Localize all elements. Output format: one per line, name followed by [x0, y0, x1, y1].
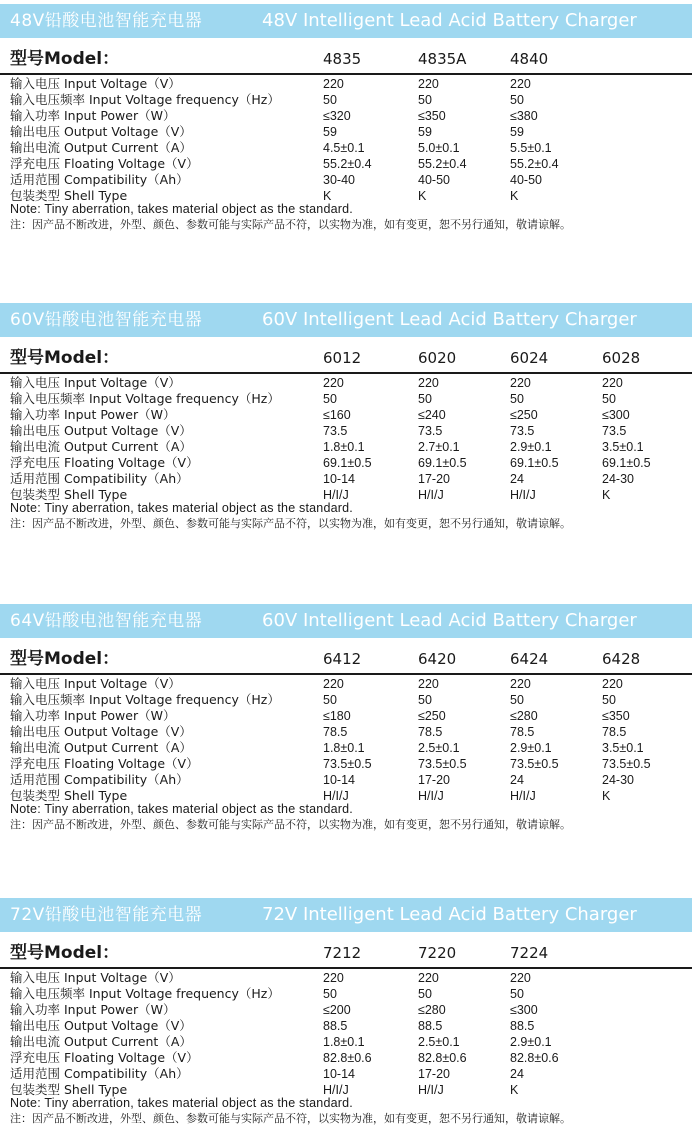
spec-value: ≤240	[418, 408, 446, 422]
spec-row-input-voltage	[0, 76, 692, 92]
model-number: 6028	[602, 349, 641, 367]
spec-value: H/I/J	[418, 789, 444, 803]
spec-value: 40-50	[418, 173, 450, 187]
spec-value: K	[602, 789, 611, 803]
note-chinese: 注：因产品不断改进，外型、颜色、参数可能与实际产品不符，以实物为准，如有变更，恕不另行通知，敬请谅解。	[10, 1112, 571, 1125]
spec-value: 73.5±0.5	[323, 757, 372, 771]
spec-value: 2.9±0.1	[510, 1035, 552, 1049]
row-label: 输入功率 Input Power（W）	[10, 708, 176, 723]
model-row	[0, 49, 692, 69]
section-title-en: 60V Intelligent Lead Acid Battery Charger	[262, 610, 637, 631]
spec-value: 2.9±0.1	[510, 741, 552, 755]
spec-value: ≤180	[323, 709, 351, 723]
spec-row-compatibility	[0, 471, 692, 487]
divider	[0, 673, 692, 675]
model-label: 型号Model：	[10, 49, 120, 69]
spec-value: 50	[510, 693, 524, 707]
spec-value: 78.5	[418, 725, 443, 739]
spec-value: 2.5±0.1	[418, 1035, 460, 1049]
spec-row-input-voltage	[0, 676, 692, 692]
spec-row-output-voltage	[0, 1018, 692, 1034]
spec-value: 2.5±0.1	[418, 741, 460, 755]
spec-value: 220	[510, 376, 531, 390]
model-number: 6424	[510, 650, 549, 668]
model-number: 4835	[323, 50, 362, 68]
section-title-en: 72V Intelligent Lead Acid Battery Charger	[262, 904, 637, 925]
note-english: Note: Tiny aberration, takes material object as the standard.	[10, 501, 353, 515]
model-number: 7224	[510, 944, 549, 962]
spec-value: 220	[323, 376, 344, 390]
model-number: 4835A	[418, 50, 467, 68]
spec-value: ≤160	[323, 408, 351, 422]
row-label: 浮充电压 Floating Voltage（V）	[10, 156, 199, 171]
row-label: 输出电压 Output Voltage（V）	[10, 1018, 192, 1033]
section-title-cn: 64V铅酸电池智能充电器	[10, 611, 203, 631]
spec-value: 24	[510, 472, 524, 486]
divider	[0, 73, 692, 75]
spec-row-output-voltage	[0, 724, 692, 740]
row-label: 输出电压 Output Voltage（V）	[10, 124, 192, 139]
spec-value: 50	[323, 392, 337, 406]
row-label: 浮充电压 Floating Voltage（V）	[10, 756, 199, 771]
spec-value: 50	[323, 693, 337, 707]
row-label: 输出电流 Output Current（A）	[10, 1034, 192, 1049]
section-title-en: 60V Intelligent Lead Acid Battery Charger	[262, 309, 637, 330]
spec-value: 50	[323, 987, 337, 1001]
spec-value: 69.1±0.5	[510, 456, 559, 470]
spec-value: 2.9±0.1	[510, 440, 552, 454]
spec-value: ≤350	[418, 109, 446, 123]
spec-value: 4.5±0.1	[323, 141, 365, 155]
spec-value: 73.5±0.5	[510, 757, 559, 771]
section-banner	[0, 303, 692, 337]
spec-value: 73.5	[418, 424, 443, 438]
spec-value: 73.5±0.5	[602, 757, 651, 771]
section-banner	[0, 604, 692, 638]
row-label: 输出电流 Output Current（A）	[10, 439, 192, 454]
spec-row-floating-voltage	[0, 1050, 692, 1066]
spec-row-output-current	[0, 140, 692, 156]
row-label: 适用范围 Compatibility（Ah）	[10, 772, 189, 787]
spec-value: 17-20	[418, 472, 450, 486]
spec-value: ≤380	[510, 109, 538, 123]
spec-value: 40-50	[510, 173, 542, 187]
spec-value: H/I/J	[510, 789, 536, 803]
model-label: 型号Model：	[10, 649, 120, 669]
spec-value: H/I/J	[323, 488, 349, 502]
spec-value: 50	[418, 693, 432, 707]
spec-value: ≤300	[510, 1003, 538, 1017]
spec-value: 220	[510, 971, 531, 985]
model-row	[0, 348, 692, 368]
spec-row-input-power	[0, 708, 692, 724]
spec-value: 220	[323, 971, 344, 985]
row-label: 包装类型 Shell Type	[10, 788, 128, 803]
spec-row-input-frequency	[0, 391, 692, 407]
spec-value: 3.5±0.1	[602, 440, 644, 454]
spec-row-output-current	[0, 439, 692, 455]
spec-row-input-voltage	[0, 375, 692, 391]
spec-value: 88.5	[510, 1019, 535, 1033]
spec-value: 82.8±0.6	[510, 1051, 559, 1065]
spec-value: 82.8±0.6	[418, 1051, 467, 1065]
spec-value: 69.1±0.5	[323, 456, 372, 470]
spec-value: 73.5	[323, 424, 348, 438]
spec-row-compatibility	[0, 172, 692, 188]
section-title-cn: 48V铅酸电池智能充电器	[10, 11, 203, 31]
spec-row-input-voltage	[0, 970, 692, 986]
model-number: 6428	[602, 650, 641, 668]
spec-value: 50	[602, 693, 616, 707]
spec-row-floating-voltage	[0, 156, 692, 172]
spec-row-floating-voltage	[0, 455, 692, 471]
spec-value: ≤300	[602, 408, 630, 422]
row-label: 适用范围 Compatibility（Ah）	[10, 1066, 189, 1081]
spec-row-input-power	[0, 407, 692, 423]
row-label: 包装类型 Shell Type	[10, 188, 128, 203]
row-label: 输入功率 Input Power（W）	[10, 1002, 176, 1017]
spec-value: 50	[510, 392, 524, 406]
spec-value: 59	[323, 125, 337, 139]
spec-value: 24	[510, 1067, 524, 1081]
row-label: 浮充电压 Floating Voltage（V）	[10, 455, 199, 470]
spec-row-compatibility	[0, 772, 692, 788]
spec-value: 24-30	[602, 773, 634, 787]
spec-value: K	[510, 1083, 519, 1097]
note-english: Note: Tiny aberration, takes material object as the standard.	[10, 202, 353, 216]
spec-value: 50	[418, 93, 432, 107]
row-label: 输入电压 Input Voltage（V）	[10, 76, 181, 91]
row-label: 输出电压 Output Voltage（V）	[10, 724, 192, 739]
spec-value: K	[418, 189, 427, 203]
spec-row-input-frequency	[0, 986, 692, 1002]
spec-value: 5.0±0.1	[418, 141, 460, 155]
section-title-en: 48V Intelligent Lead Acid Battery Charger	[262, 10, 637, 31]
spec-value: 10-14	[323, 773, 355, 787]
row-label: 输入电压频率 Input Voltage frequency（Hz）	[10, 692, 280, 707]
spec-value: 73.5±0.5	[418, 757, 467, 771]
note-chinese: 注：因产品不断改进，外型、颜色、参数可能与实际产品不符，以实物为准，如有变更，恕不另行通知，敬请谅解。	[10, 517, 571, 530]
spec-value: 50	[510, 987, 524, 1001]
model-number: 6024	[510, 349, 549, 367]
spec-value: ≤280	[510, 709, 538, 723]
row-label: 输入电压 Input Voltage（V）	[10, 375, 181, 390]
model-number: 4840	[510, 50, 549, 68]
spec-value: 30-40	[323, 173, 355, 187]
spec-row-output-current	[0, 1034, 692, 1050]
row-label: 输出电流 Output Current（A）	[10, 140, 192, 155]
spec-value: K	[323, 189, 332, 203]
spec-row-input-power	[0, 108, 692, 124]
spec-value: 78.5	[602, 725, 627, 739]
row-label: 包装类型 Shell Type	[10, 487, 128, 502]
divider	[0, 372, 692, 374]
spec-value: 220	[418, 971, 439, 985]
row-label: 输入电压 Input Voltage（V）	[10, 970, 181, 985]
spec-value: 17-20	[418, 1067, 450, 1081]
note-chinese: 注：因产品不断改进，外型、颜色、参数可能与实际产品不符，以实物为准，如有变更，恕不另行通知，敬请谅解。	[10, 818, 571, 831]
spec-value: H/I/J	[418, 488, 444, 502]
divider	[0, 967, 692, 969]
spec-value: 88.5	[323, 1019, 348, 1033]
spec-value: ≤320	[323, 109, 351, 123]
spec-value: 82.8±0.6	[323, 1051, 372, 1065]
spec-row-compatibility	[0, 1066, 692, 1082]
note-english: Note: Tiny aberration, takes material object as the standard.	[10, 1096, 353, 1110]
spec-value: 1.8±0.1	[323, 741, 365, 755]
spec-value: 5.5±0.1	[510, 141, 552, 155]
row-label: 输入电压 Input Voltage（V）	[10, 676, 181, 691]
spec-value: 2.7±0.1	[418, 440, 460, 454]
spec-value: ≤280	[418, 1003, 446, 1017]
model-number: 7220	[418, 944, 457, 962]
spec-value: 59	[510, 125, 524, 139]
spec-value: 24-30	[602, 472, 634, 486]
spec-value: K	[510, 189, 519, 203]
model-number: 6020	[418, 349, 457, 367]
model-row	[0, 649, 692, 669]
spec-value: 55.2±0.4	[323, 157, 372, 171]
spec-value: ≤350	[602, 709, 630, 723]
model-number: 6420	[418, 650, 457, 668]
spec-value: H/I/J	[323, 789, 349, 803]
row-label: 输入电压频率 Input Voltage frequency（Hz）	[10, 92, 280, 107]
spec-value: 220	[323, 677, 344, 691]
spec-value: 50	[418, 392, 432, 406]
row-label: 输出电流 Output Current（A）	[10, 740, 192, 755]
spec-value: 1.8±0.1	[323, 440, 365, 454]
spec-value: 50	[418, 987, 432, 1001]
spec-value: 220	[418, 376, 439, 390]
spec-value: 73.5	[602, 424, 627, 438]
spec-value: 69.1±0.5	[418, 456, 467, 470]
spec-value: H/I/J	[510, 488, 536, 502]
spec-row-output-voltage	[0, 124, 692, 140]
row-label: 输入电压频率 Input Voltage frequency（Hz）	[10, 986, 280, 1001]
spec-value: 59	[418, 125, 432, 139]
row-label: 包装类型 Shell Type	[10, 1082, 128, 1097]
model-number: 6412	[323, 650, 362, 668]
spec-value: 220	[602, 376, 623, 390]
model-number: 6012	[323, 349, 362, 367]
spec-value: 10-14	[323, 1067, 355, 1081]
model-row	[0, 943, 692, 963]
spec-value: 50	[602, 392, 616, 406]
row-label: 浮充电压 Floating Voltage（V）	[10, 1050, 199, 1065]
section-title-cn: 60V铅酸电池智能充电器	[10, 310, 203, 330]
spec-row-output-voltage	[0, 423, 692, 439]
model-label: 型号Model：	[10, 348, 120, 368]
spec-row-input-frequency	[0, 92, 692, 108]
spec-value: ≤200	[323, 1003, 351, 1017]
spec-value: ≤250	[418, 709, 446, 723]
spec-row-floating-voltage	[0, 756, 692, 772]
spec-row-input-power	[0, 1002, 692, 1018]
note-chinese: 注：因产品不断改进，外型、颜色、参数可能与实际产品不符，以实物为准，如有变更，恕不另行通知，敬请谅解。	[10, 218, 571, 231]
spec-row-output-current	[0, 740, 692, 756]
spec-value: 55.2±0.4	[510, 157, 559, 171]
section-banner	[0, 4, 692, 38]
spec-value: 3.5±0.1	[602, 741, 644, 755]
spec-value: 55.2±0.4	[418, 157, 467, 171]
row-label: 适用范围 Compatibility（Ah）	[10, 172, 189, 187]
spec-value: 73.5	[510, 424, 535, 438]
spec-value: 220	[602, 677, 623, 691]
spec-value: 69.1±0.5	[602, 456, 651, 470]
spec-value: ≤250	[510, 408, 538, 422]
spec-value: 10-14	[323, 472, 355, 486]
spec-value: 220	[510, 77, 531, 91]
note-english: Note: Tiny aberration, takes material object as the standard.	[10, 802, 353, 816]
spec-value: 220	[323, 77, 344, 91]
spec-value: H/I/J	[323, 1083, 349, 1097]
spec-value: 50	[323, 93, 337, 107]
spec-value: K	[602, 488, 611, 502]
spec-value: 78.5	[510, 725, 535, 739]
spec-row-input-frequency	[0, 692, 692, 708]
model-number: 7212	[323, 944, 362, 962]
spec-value: 1.8±0.1	[323, 1035, 365, 1049]
row-label: 输出电压 Output Voltage（V）	[10, 423, 192, 438]
spec-value: H/I/J	[418, 1083, 444, 1097]
row-label: 输入电压频率 Input Voltage frequency（Hz）	[10, 391, 280, 406]
spec-value: 220	[418, 677, 439, 691]
spec-value: 50	[510, 93, 524, 107]
row-label: 输入功率 Input Power（W）	[10, 108, 176, 123]
section-title-cn: 72V铅酸电池智能充电器	[10, 905, 203, 925]
spec-value: 24	[510, 773, 524, 787]
section-banner	[0, 898, 692, 932]
spec-value: 88.5	[418, 1019, 443, 1033]
spec-value: 17-20	[418, 773, 450, 787]
row-label: 输入功率 Input Power（W）	[10, 407, 176, 422]
spec-value: 220	[418, 77, 439, 91]
spec-value: 220	[510, 677, 531, 691]
row-label: 适用范围 Compatibility（Ah）	[10, 471, 189, 486]
spec-value: 78.5	[323, 725, 348, 739]
model-label: 型号Model：	[10, 943, 120, 963]
